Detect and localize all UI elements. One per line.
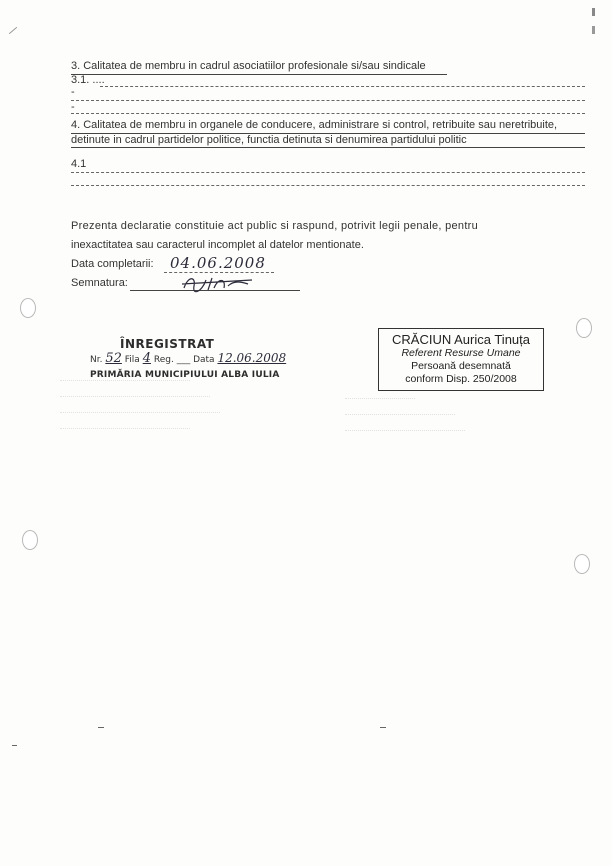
registration-stamp-numbers <box>90 351 286 366</box>
referent-name: CRĂCIUN Aurica Tinuța <box>392 332 530 347</box>
registration-reg-label: Reg. <box>153 355 174 365</box>
scan-artifact-topright <box>592 26 595 34</box>
scan-artifact-mid <box>98 727 104 728</box>
section3-line-3 <box>71 113 585 114</box>
section4-heading-line1: 4. Calitatea de membru in organele de conducere, administrare si control, retribuite sau neretribuite, <box>71 119 558 131</box>
signature-label: Semnatura: <box>71 277 128 289</box>
bleed-mark <box>60 380 190 382</box>
section3-item: 3.1. .... <box>71 74 105 86</box>
bleed-mark <box>345 398 415 400</box>
bleed-mark <box>345 414 455 416</box>
section4-line-1 <box>71 172 585 173</box>
registration-fila-label: Fila <box>124 355 140 365</box>
referent-stamp <box>378 328 544 391</box>
punch-hole-left-bottom <box>22 530 38 550</box>
section3-heading-underline <box>71 74 447 75</box>
section3-line-1 <box>100 86 585 87</box>
section3-line-2 <box>71 100 585 101</box>
referent-role: Referent Resurse Umane <box>401 347 521 359</box>
date-value-handwritten: 04.06.2008 <box>170 254 266 272</box>
registration-data-label: Data <box>193 355 215 365</box>
referent-disposition: conform Disp. 250/2008 <box>405 373 517 385</box>
section4-heading-line2: detinute in cadrul partidelor politice, functia detinuta si denumirea partidului politic <box>71 134 467 146</box>
registration-nr-label: Nr. <box>90 355 103 365</box>
scan-artifact-left <box>12 745 17 746</box>
section3-heading: 3. Calitatea de membru in cadrul asociatiilor profesionale si/sau sindicale <box>71 60 426 72</box>
declaration-line1: Prezenta declaratie constituie act public si raspund, potrivit legii penale, pentru <box>71 220 479 232</box>
bleed-mark <box>345 430 465 432</box>
referent-designated: Persoană desemnată <box>411 360 511 372</box>
registration-institution: PRIMĂRIA MUNICIPIULUI ALBA IULIA <box>90 370 280 380</box>
registration-reg-blank: ___ <box>176 355 191 365</box>
section3-blank-b: - <box>71 101 75 113</box>
punch-hole-right-top <box>576 318 592 338</box>
scan-artifact-topright <box>592 8 595 16</box>
declaration-line2: inexactitatea sau caracterul incomplet al datelor mentionate. <box>71 239 364 251</box>
registration-nr-value: 52 <box>105 351 122 366</box>
section3-blank-a: - <box>71 86 75 98</box>
signature-scribble <box>178 272 258 294</box>
registration-data-value: 12.06.2008 <box>217 351 287 365</box>
bleed-mark <box>60 396 210 398</box>
bleed-mark <box>60 428 190 430</box>
section4-item: 4.1 <box>71 158 87 170</box>
scan-artifact-mid <box>380 727 386 728</box>
registration-stamp-title: ÎNREGISTRAT <box>120 337 215 351</box>
section4-heading-underline2 <box>71 147 585 148</box>
punch-hole-left-top <box>20 298 36 318</box>
date-label: Data completarii: <box>71 258 154 270</box>
section4-line-2 <box>71 185 585 186</box>
punch-hole-right-bottom <box>574 554 590 574</box>
scan-artifact-corner <box>9 27 17 34</box>
bleed-mark <box>60 412 220 414</box>
registration-fila-value: 4 <box>142 351 151 366</box>
